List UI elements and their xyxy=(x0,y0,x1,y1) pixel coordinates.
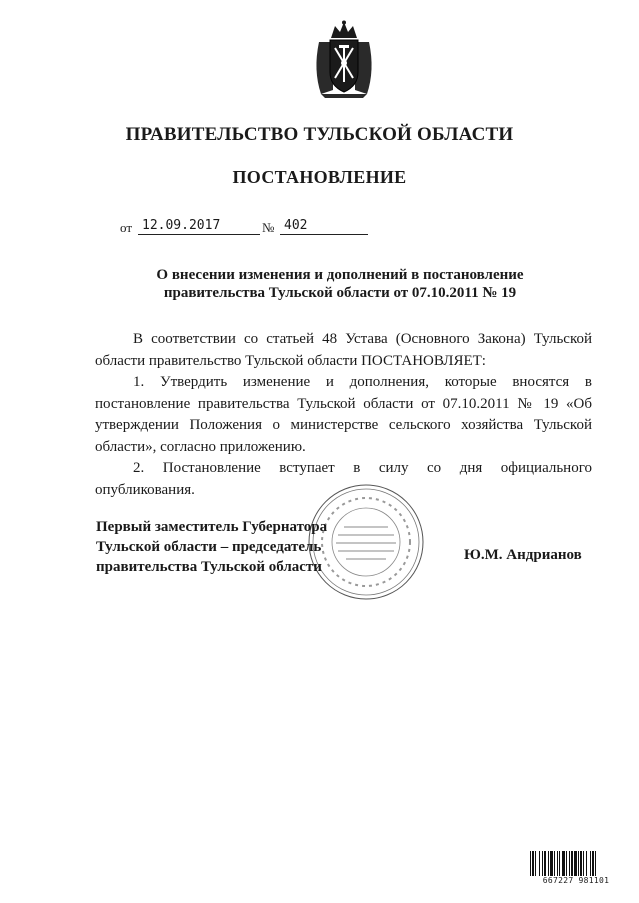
document-type: ПОСТАНОВЛЕНИЕ xyxy=(232,167,407,187)
barcode-number: 667227 981101 xyxy=(529,876,623,885)
body-paragraph: В соответствии со статьей 48 Устава (Основного Закона) Тульской области правительство Тульской области ПОСТАНОВЛЯЕТ: xyxy=(95,331,592,369)
body-paragraph: 1. Утвердить изменение и дополнения, которые вносятся в постановление правительства Тульской области от 07.10.2011 № 19 «Об утверждении Положения о министерстве сельского хозяйства Тульской области», согласно приложению. xyxy=(95,374,592,455)
date-value: 12.09.2017 xyxy=(138,218,260,235)
signer-title xyxy=(96,517,346,577)
coat-of-arms-icon xyxy=(311,20,377,100)
signer-title-line: Первый заместитель Губернатора xyxy=(96,519,328,535)
number-value: 402 xyxy=(280,218,368,235)
document-subject xyxy=(80,266,600,302)
document-meta xyxy=(120,218,420,238)
subject-line: правительства Тульской области от 07.10.2011 № 19 xyxy=(163,285,517,301)
document-body xyxy=(95,329,592,501)
subject-line: О внесении изменения и дополнений в постановление xyxy=(156,267,524,283)
signer-title-line: правительства Тульской области xyxy=(96,559,322,575)
body-paragraph: 2. Постановление вступает в силу со дня официального опубликования. xyxy=(95,460,592,498)
date-label: от xyxy=(120,220,133,235)
organization-title: ПРАВИТЕЛЬСТВО ТУЛЬСКОЙ ОБЛАСТИ xyxy=(125,124,514,145)
signer-title-line: Тульской области – председатель xyxy=(96,539,322,555)
number-label: № xyxy=(262,220,275,235)
barcode xyxy=(529,851,623,885)
signer-name: Ю.М. Андрианов xyxy=(464,547,582,563)
